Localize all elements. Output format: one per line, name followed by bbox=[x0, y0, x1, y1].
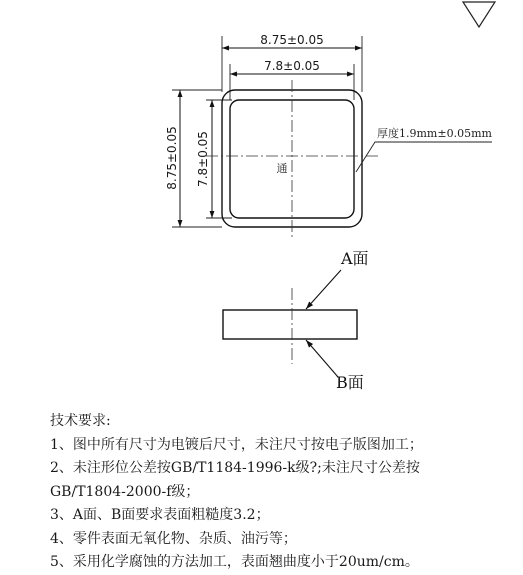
technical-requirements bbox=[50, 410, 520, 575]
face-b-leader bbox=[306, 340, 338, 377]
thickness-note: 厚度1.9mm±0.05mm bbox=[377, 127, 492, 140]
center-label: 通 bbox=[276, 162, 288, 175]
face-a-leader bbox=[306, 270, 341, 309]
face-a-label: A面 bbox=[341, 249, 369, 268]
outer-height-label: 8.75±0.05 bbox=[165, 126, 179, 190]
requirement-item: 4、零件表面无氧化物、杂质、油污等； bbox=[50, 530, 297, 547]
surface-finish-symbol bbox=[463, 2, 495, 27]
thickness-leader-line bbox=[356, 142, 492, 172]
outer-width-label: 8.75±0.05 bbox=[260, 33, 324, 47]
inner-width-label: 7.8±0.05 bbox=[264, 59, 320, 73]
requirement-item: 1、图中所有尺寸为电镀后尺寸，未注尺寸按电子版图加工； bbox=[50, 436, 423, 453]
requirement-item: 2、未注形位公差按GB/T1184-1996-k级?;未注尺寸公差按 bbox=[50, 460, 420, 476]
requirement-item: GB/T1804-2000-f级； bbox=[50, 483, 200, 500]
side-view-outline bbox=[223, 310, 357, 339]
inner-height-label: 7.8±0.05 bbox=[196, 131, 210, 187]
requirements-title: 技术要求: bbox=[50, 413, 111, 429]
face-b-label: B面 bbox=[336, 373, 364, 392]
requirement-item: 5、采用化学腐蚀的方法加工，表面翘曲度小于20um/cm。 bbox=[50, 554, 419, 570]
requirement-item: 3、A面、B面要求表面粗糙度3.2； bbox=[50, 507, 270, 523]
